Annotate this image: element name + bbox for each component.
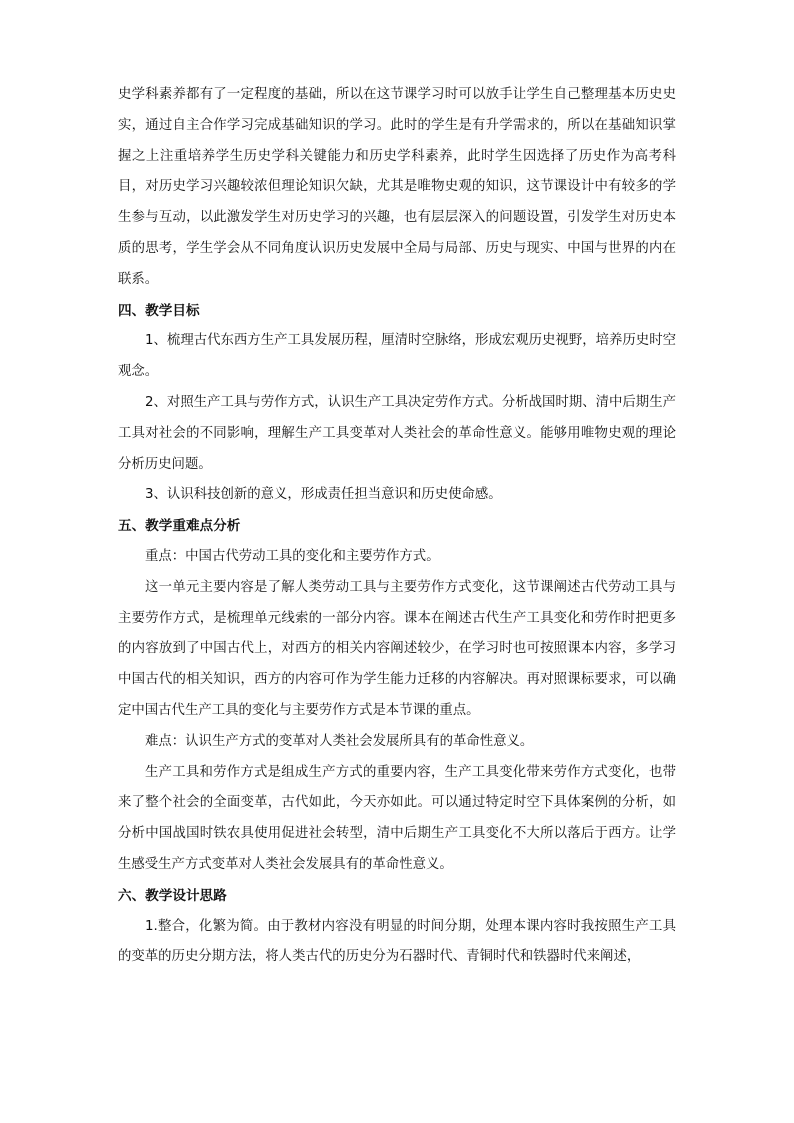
section-heading-teaching-goals: 四、教学目标 xyxy=(118,302,200,319)
difficulty-label: 难点：认识生产方式的变革对人类社会发展所具有的革命性意义。 xyxy=(145,733,534,749)
goal-item-1: 1、梳理古代东西方生产工具发展历程，厘清时空脉络，形成宏观历史视野，培养历史时空观念。 xyxy=(118,333,676,380)
goal-item-3: 3、认识科技创新的意义，形成责任担当意识和历史使命感。 xyxy=(145,487,502,503)
key-point-label: 重点：中国古代劳动工具的变化和主要劳作方式。 xyxy=(145,548,440,564)
intro-paragraph: 史学科素养都有了一定程度的基础，所以在这节课学习时可以放手让学生自己整理基本历史史实，通过自主合作学习完成基础知识的学习。此时的学生是有升学需求的，所以在基础知识掌握之上注重培养学生历史学科关键能力和历史学科素养，此时学生因选择了历史作为高考科目，对历史学习兴趣较浓但理论知识欠缺，尤其是唯物史观的知识，这节课设计中有较多的学生参与互动，以此激发学生对历史学习的兴趣，也有层层深入的问题设置，引发学生对历史本质的思考，学生学会从不同角度认识历史发展中全局与局部、历史与现实、中国与世界的内在联系。 xyxy=(118,87,676,287)
document-page xyxy=(118,80,676,973)
section-heading-design-ideas: 六、教学设计思路 xyxy=(118,887,227,904)
goal-item-2: 2、对照生产工具与劳作方式，认识生产工具决定劳作方式。分析战国时期、清中后期生产工具对社会的不同影响，理解生产工具变革对人类社会的革命性意义。能够用唯物史观的理论分析历史问题。 xyxy=(118,394,676,472)
design-idea-item-1: 1.整合，化繁为简。由于教材内容没有明显的时间分期，处理本课内容时我按照生产工具的变革的历史分期方法，将人类古代的历史分为石器时代、青铜时代和铁器时代来阐述， xyxy=(118,918,676,965)
difficulty-explanation: 生产工具和劳作方式是组成生产方式的重要内容，生产工具变化带来劳作方式变化，也带来了整个社会的全面变革，古代如此，今天亦如此。可以通过特定时空下具体案例的分析，如分析中国战国时铁农具使用促进社会转型，清中后期生产工具变化不大所以落后于西方。让学生感受生产方式变革对人类社会发展具有的革命性意义。 xyxy=(118,764,676,872)
section-heading-key-points: 五、教学重难点分析 xyxy=(118,518,241,535)
key-point-explanation: 这一单元主要内容是了解人类劳动工具与主要劳作方式变化，这节课阐述古代劳动工具与主要劳作方式，是梳理单元线索的一部分内容。课本在阐述古代生产工具变化和劳作时把更多的内容放到了中国古代上，对西方的相关内容阐述较少，在学习时也可按照课本内容，多学习中国古代的相关知识，西方的内容可作为学生能力迁移的内容解决。再对照课标要求，可以确定中国古代生产工具的变化与主要劳作方式是本节课的重点。 xyxy=(118,579,676,718)
